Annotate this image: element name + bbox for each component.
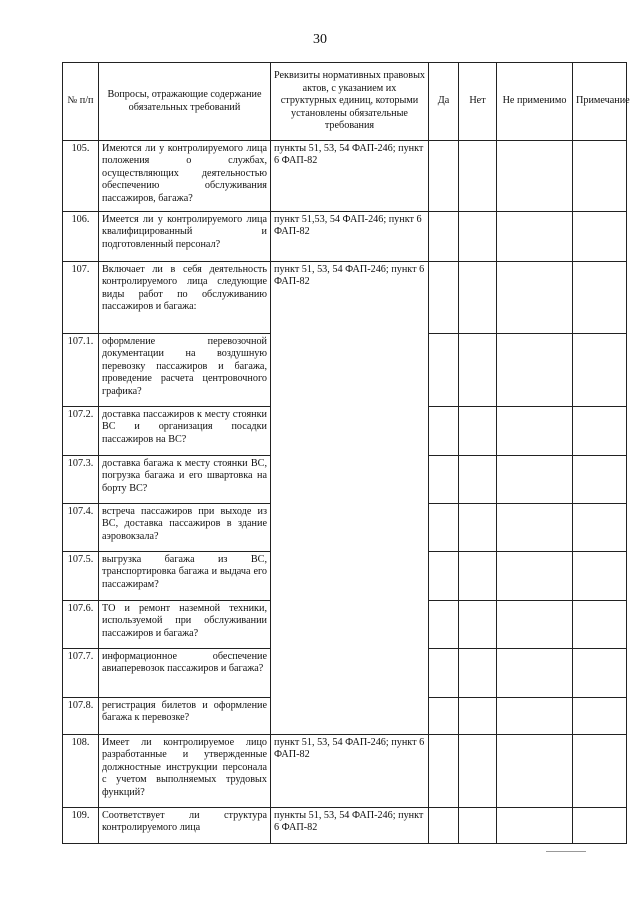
table-row <box>63 141 627 212</box>
answer-na-cell[interactable] <box>497 141 573 212</box>
answer-na-cell[interactable] <box>497 504 573 552</box>
table-row <box>63 262 627 334</box>
note-cell[interactable] <box>573 141 627 212</box>
row-question: Имеет ли контролируемое лицо разработанные и утвержденные должностные инструкции персонала с учетом выполняемых трудовых функций? <box>99 735 271 808</box>
row-number: 107.1. <box>63 334 99 407</box>
row-number: 107.5. <box>63 552 99 601</box>
answer-no-cell[interactable] <box>459 407 497 456</box>
answer-yes-cell[interactable] <box>429 735 459 808</box>
header-row <box>63 63 627 141</box>
note-cell[interactable] <box>573 212 627 262</box>
answer-yes-cell[interactable] <box>429 262 459 334</box>
row-number: 107.2. <box>63 407 99 456</box>
answer-na-cell[interactable] <box>497 334 573 407</box>
answer-na-cell[interactable] <box>497 456 573 504</box>
table-row <box>63 808 627 844</box>
row-question: информационное обеспечение авиаперевозок пассажиров и багажа? <box>99 649 271 698</box>
answer-no-cell[interactable] <box>459 212 497 262</box>
answer-no-cell[interactable] <box>459 649 497 698</box>
page-edge-mark <box>546 851 586 852</box>
answer-no-cell[interactable] <box>459 504 497 552</box>
page-number: 30 <box>313 32 327 47</box>
table-row <box>63 212 627 262</box>
checklist-table <box>62 62 630 844</box>
note-cell[interactable] <box>573 698 627 735</box>
row-question: Имеется ли у контролируемого лица квалифицированный и подготовленный персонал? <box>99 212 271 262</box>
answer-yes-cell[interactable] <box>429 601 459 649</box>
answer-yes-cell[interactable] <box>429 456 459 504</box>
row-number: 108. <box>63 735 99 808</box>
row-number: 107.6. <box>63 601 99 649</box>
answer-no-cell[interactable] <box>459 808 497 844</box>
row-requisites: пункт 51,53, 54 ФАП-246; пункт 6 ФАП-82 <box>271 212 429 262</box>
answer-yes-cell[interactable] <box>429 141 459 212</box>
answer-yes-cell[interactable] <box>429 552 459 601</box>
note-cell[interactable] <box>573 735 627 808</box>
answer-yes-cell[interactable] <box>429 334 459 407</box>
answer-na-cell[interactable] <box>497 407 573 456</box>
answer-no-cell[interactable] <box>459 141 497 212</box>
row-number: 107.4. <box>63 504 99 552</box>
header-note: Примечание <box>573 63 627 141</box>
answer-na-cell[interactable] <box>497 601 573 649</box>
row-number: 109. <box>63 808 99 844</box>
row-question: оформление перевозочной документации на воздушную перевозку пассажиров и багажа, проведение расчета центровочного графика? <box>99 334 271 407</box>
answer-no-cell[interactable] <box>459 698 497 735</box>
row-requisites: пункты 51, 53, 54 ФАП-246; пункт 6 ФАП-82 <box>271 808 429 844</box>
note-cell[interactable] <box>573 262 627 334</box>
answer-no-cell[interactable] <box>459 552 497 601</box>
answer-na-cell[interactable] <box>497 808 573 844</box>
table-row <box>63 735 627 808</box>
row-question: доставка багажа к месту стоянки ВС, погрузка багажа и его швартовка на борту ВС? <box>99 456 271 504</box>
answer-na-cell[interactable] <box>497 262 573 334</box>
row-question: Соответствует ли структура контролируемого лица <box>99 808 271 844</box>
header-not-applicable: Не применимо <box>497 63 573 141</box>
header-num: № п/п <box>63 63 99 141</box>
answer-no-cell[interactable] <box>459 262 497 334</box>
row-question: регистрация билетов и оформление багажа к перевозке? <box>99 698 271 735</box>
answer-yes-cell[interactable] <box>429 649 459 698</box>
row-requisites: пункты 51, 53, 54 ФАП-246; пункт 6 ФАП-82 <box>271 141 429 212</box>
answer-no-cell[interactable] <box>459 334 497 407</box>
row-number: 107. <box>63 262 99 334</box>
answer-yes-cell[interactable] <box>429 698 459 735</box>
row-question: выгрузка багажа из ВС, транспортировка багажа и выдача его пассажирам? <box>99 552 271 601</box>
answer-yes-cell[interactable] <box>429 212 459 262</box>
row-requisites: пункт 51, 53, 54 ФАП-246; пункт 6 ФАП-82 <box>271 735 429 808</box>
answer-na-cell[interactable] <box>497 649 573 698</box>
header-yes: Да <box>429 63 459 141</box>
header-question: Вопросы, отражающие содержание обязательных требований <box>99 63 271 141</box>
answer-yes-cell[interactable] <box>429 407 459 456</box>
answer-na-cell[interactable] <box>497 552 573 601</box>
answer-no-cell[interactable] <box>459 601 497 649</box>
answer-no-cell[interactable] <box>459 456 497 504</box>
note-cell[interactable] <box>573 504 627 552</box>
answer-yes-cell[interactable] <box>429 808 459 844</box>
answer-na-cell[interactable] <box>497 212 573 262</box>
note-cell[interactable] <box>573 649 627 698</box>
row-question: доставка пассажиров к месту стоянки ВС и организация посадки пассажиров на ВС? <box>99 407 271 456</box>
note-cell[interactable] <box>573 407 627 456</box>
row-question: ТО и ремонт наземной техники, используемой при обслуживании пассажиров и багажа? <box>99 601 271 649</box>
note-cell[interactable] <box>573 456 627 504</box>
row-requisites: пункт 51, 53, 54 ФАП-246; пункт 6 ФАП-82 <box>271 262 429 735</box>
row-question: Имеются ли у контролируемого лица положения о службах, осуществляющих деятельностью обеспечению обслуживания пассажиров, багажа? <box>99 141 271 212</box>
row-number: 105. <box>63 141 99 212</box>
note-cell[interactable] <box>573 601 627 649</box>
row-question: встреча пассажиров при выходе из ВС, доставка пассажиров в здание аэровокзала? <box>99 504 271 552</box>
row-number: 107.7. <box>63 649 99 698</box>
note-cell[interactable] <box>573 808 627 844</box>
row-number: 107.3. <box>63 456 99 504</box>
row-number: 106. <box>63 212 99 262</box>
answer-na-cell[interactable] <box>497 698 573 735</box>
answer-na-cell[interactable] <box>497 735 573 808</box>
header-requisites: Реквизиты нормативных правовых актов, с указанием их структурных единиц, которыми установлены обязательные требования <box>271 63 429 141</box>
answer-yes-cell[interactable] <box>429 504 459 552</box>
header-no: Нет <box>459 63 497 141</box>
note-cell[interactable] <box>573 552 627 601</box>
answer-no-cell[interactable] <box>459 735 497 808</box>
note-cell[interactable] <box>573 334 627 407</box>
row-number: 107.8. <box>63 698 99 735</box>
row-question: Включает ли в себя деятельность контролируемого лица следующие виды работ по обслуживанию пассажиров и багажа: <box>99 262 271 334</box>
